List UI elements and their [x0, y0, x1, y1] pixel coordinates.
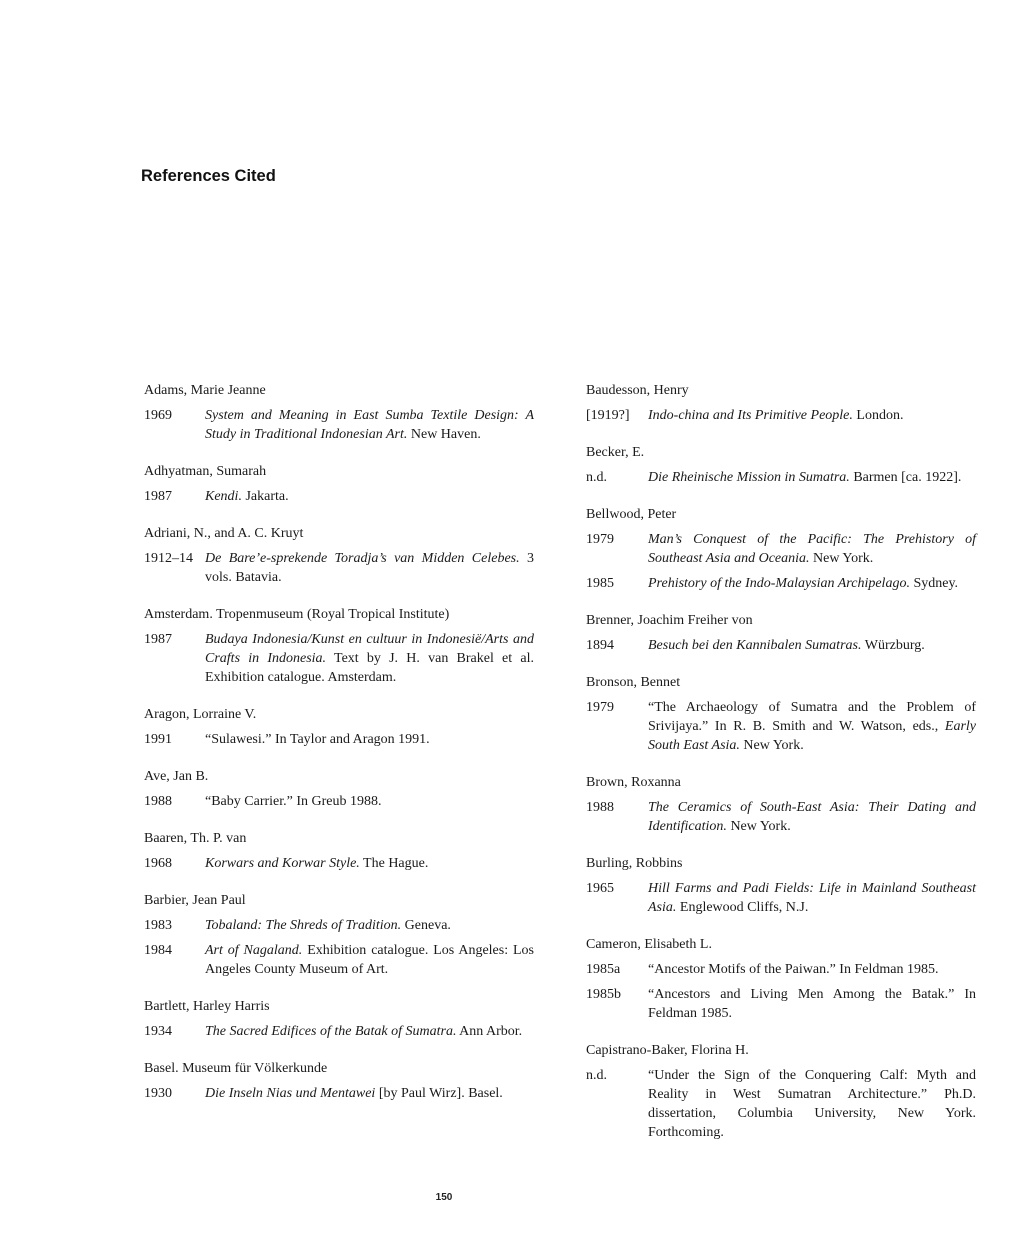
reference-year: 1979 [586, 532, 614, 547]
reference-year: 1934 [144, 1024, 172, 1039]
reference-entry [144, 630, 534, 687]
author-name: Ave, Jan B. [144, 769, 209, 784]
reference-entry [144, 406, 534, 444]
reference-citation [648, 985, 976, 1023]
reference-entry [144, 941, 534, 979]
reference-entry [144, 792, 534, 811]
reference-group [586, 505, 976, 593]
citation-title: The Sacred Edifices of the Batak of Sumatra. [205, 1024, 457, 1039]
author-name: Amsterdam. Tropenmuseum (Royal Tropical Institute) [144, 607, 450, 622]
author-name: Baudesson, Henry [586, 383, 689, 398]
page-number-text: 150 [435, 1192, 453, 1203]
reference-group [586, 611, 976, 655]
citation-text: New Haven. [407, 427, 481, 442]
reference-year: 1985a [586, 962, 621, 977]
references-left-column [144, 381, 534, 1121]
reference-citation [648, 636, 976, 655]
citation-text: Ann Arbor. [456, 1024, 523, 1039]
reference-year: 1983 [144, 918, 172, 933]
reference-year: 1987 [144, 632, 172, 647]
reference-citation [648, 530, 976, 568]
author-name: Basel. Museum für Völkerkunde [144, 1061, 328, 1076]
citation-text: “Under the Sign of the Conquering Calf: Myth and Reality in West Sumatran Architecture.” Ph.D. dissertation, Columbia University, New York. Forthcoming. [648, 1068, 976, 1140]
reference-citation [648, 468, 976, 487]
page-title: References Cited [141, 167, 276, 185]
author-name: Baaren, Th. P. van [144, 831, 247, 846]
reference-year: 1984 [144, 943, 172, 958]
citation-title: Early South East Asia. [648, 719, 976, 753]
reference-citation [205, 406, 534, 444]
reference-year: 1988 [586, 800, 614, 815]
reference-group [586, 935, 976, 1023]
citation-title: Korwars and Korwar Style. [205, 856, 360, 871]
reference-year: 1988 [144, 794, 172, 809]
citation-text: Sydney. [909, 576, 959, 591]
author-name: Brown, Roxanna [586, 775, 681, 790]
reference-entry [586, 698, 976, 755]
page-number [0, 1192, 888, 1203]
reference-group [144, 524, 534, 587]
reference-year: 1969 [144, 408, 172, 423]
author-name: Aragon, Lorraine V. [144, 707, 257, 722]
reference-group [144, 462, 534, 506]
reference-entry [586, 1066, 976, 1142]
reference-citation [205, 1084, 534, 1103]
reference-year: 1968 [144, 856, 172, 871]
reference-year: 1930 [144, 1086, 172, 1101]
reference-citation [205, 730, 534, 749]
author-name: Capistrano-Baker, Florina H. [586, 1043, 749, 1058]
citation-text: “The Archaeology of Sumatra and the Problem of Srivijaya.” In R. B. Smith and W. Watson, eds., [648, 700, 976, 734]
reference-group [586, 773, 976, 836]
citation-title: Indo-china and Its Primitive People. [648, 408, 853, 423]
reference-group [144, 705, 534, 749]
author-name: Barbier, Jean Paul [144, 893, 246, 908]
reference-year: 1912–14 [144, 551, 193, 566]
citation-text: Englewood Cliffs, N.J. [676, 900, 809, 915]
citation-text: New York. [726, 819, 791, 834]
citation-title: De Bare’e-sprekende Toradja’s van Midden Celebes. [205, 551, 520, 566]
reference-year: n.d. [586, 1068, 607, 1083]
reference-entry [586, 879, 976, 917]
citation-text: London. [852, 408, 904, 423]
citation-title: Die Inseln Nias und Mentawei [205, 1086, 376, 1101]
reference-entry [586, 960, 976, 979]
author-name: Bellwood, Peter [586, 507, 677, 522]
citation-text: Exhibition catalogue. Los Angeles: Los Angeles County Museum of Art. [205, 943, 534, 977]
author-name: Burling, Robbins [586, 856, 683, 871]
reference-entry [586, 636, 976, 655]
citation-text: The Hague. [359, 856, 429, 871]
reference-group [144, 829, 534, 873]
reference-year: [1919?] [586, 408, 630, 423]
reference-entry [586, 985, 976, 1023]
reference-citation [205, 916, 534, 935]
reference-group [144, 767, 534, 811]
reference-entry [586, 468, 976, 487]
reference-year: 1894 [586, 638, 614, 653]
reference-group [586, 381, 976, 425]
reference-year: 1987 [144, 489, 172, 504]
citation-title: The Ceramics of South-East Asia: Their Dating and Identification. [648, 800, 976, 834]
citation-title: Hill Farms and Padi Fields: Life in Mainland Southeast Asia. [648, 881, 976, 915]
reference-year: 1979 [586, 700, 614, 715]
reference-entry [144, 854, 534, 873]
citation-text: 3 vols. Batavia. [205, 551, 535, 585]
reference-citation [648, 406, 976, 425]
author-name: Bronson, Bennet [586, 675, 681, 690]
reference-group [144, 1059, 534, 1103]
citation-title: Budaya Indonesia/Kunst en cultuur in Indonesië/Arts and Crafts in Indonesia. [205, 632, 534, 666]
reference-group [144, 891, 534, 979]
reference-citation [205, 487, 534, 506]
author-name: Bartlett, Harley Harris [144, 999, 270, 1014]
reference-group [144, 605, 534, 687]
reference-citation [648, 698, 976, 755]
citation-text: “Baby Carrier.” In Greub 1988. [205, 794, 382, 809]
citation-title: Kendi. [205, 489, 242, 504]
reference-citation [648, 879, 976, 917]
citation-text: “Sulawesi.” In Taylor and Aragon 1991. [205, 732, 430, 747]
author-name: Adhyatman, Sumarah [144, 464, 267, 479]
reference-entry [586, 406, 976, 425]
citation-text: “Ancestors and Living Men Among the Batak.” In Feldman 1985. [648, 987, 976, 1021]
reference-citation [205, 792, 534, 811]
reference-year: n.d. [586, 470, 607, 485]
reference-citation [205, 1022, 534, 1041]
reference-group [144, 381, 534, 444]
citation-text: Text by J. H. van Brakel et al. Exhibition catalogue. Amsterdam. [205, 651, 534, 685]
reference-year: 1991 [144, 732, 172, 747]
citation-title: Tobaland: The Shreds of Tradition. [205, 918, 402, 933]
reference-entry [144, 916, 534, 935]
author-name: Becker, E. [586, 445, 645, 460]
citation-title: System and Meaning in East Sumba Textile Design: A Study in Traditional Indonesian Art. [205, 408, 534, 442]
citation-text: New York. [809, 551, 874, 566]
citation-title: Art of Nagaland. [205, 943, 303, 958]
reference-year: 1985 [586, 576, 614, 591]
reference-group [586, 854, 976, 917]
references-right-column [586, 381, 976, 1160]
reference-citation [648, 574, 976, 593]
reference-group [144, 997, 534, 1041]
reference-year: 1965 [586, 881, 614, 896]
citation-title: Man’s Conquest of the Pacific: The Prehistory of Southeast Asia and Oceania. [648, 532, 976, 566]
reference-citation [648, 798, 976, 836]
reference-year: 1985b [586, 987, 621, 1002]
citation-title: Die Rheinische Mission in Sumatra. [648, 470, 850, 485]
citation-text: Barmen [ca. 1922]. [849, 470, 962, 485]
reference-citation [648, 960, 976, 979]
citation-text: Jakarta. [241, 489, 289, 504]
reference-group [586, 443, 976, 487]
reference-entry [144, 549, 534, 587]
reference-group [586, 1041, 976, 1142]
reference-group [586, 673, 976, 755]
author-name: Cameron, Elisabeth L. [586, 937, 712, 952]
citation-text: Geneva. [401, 918, 451, 933]
reference-citation [205, 630, 534, 687]
citation-text: [by Paul Wirz]. Basel. [375, 1086, 503, 1101]
author-name: Brenner, Joachim Freiher von [586, 613, 753, 628]
reference-entry [144, 730, 534, 749]
citation-text: New York. [739, 738, 804, 753]
reference-entry [144, 487, 534, 506]
citation-text: Würzburg. [861, 638, 925, 653]
author-name: Adams, Marie Jeanne [144, 383, 266, 398]
citation-title: Prehistory of the Indo-Malaysian Archipelago. [648, 576, 910, 591]
reference-citation [205, 854, 534, 873]
reference-entry [586, 574, 976, 593]
citation-title: Besuch bei den Kannibalen Sumatras. [648, 638, 862, 653]
reference-citation [648, 1066, 976, 1142]
author-name: Adriani, N., and A. C. Kruyt [144, 526, 304, 541]
reference-entry [144, 1022, 534, 1041]
reference-entry [586, 798, 976, 836]
citation-text: “Ancestor Motifs of the Paiwan.” In Feldman 1985. [648, 962, 939, 977]
reference-citation [205, 549, 534, 587]
reference-citation [205, 941, 534, 979]
reference-entry [586, 530, 976, 568]
reference-entry [144, 1084, 534, 1103]
